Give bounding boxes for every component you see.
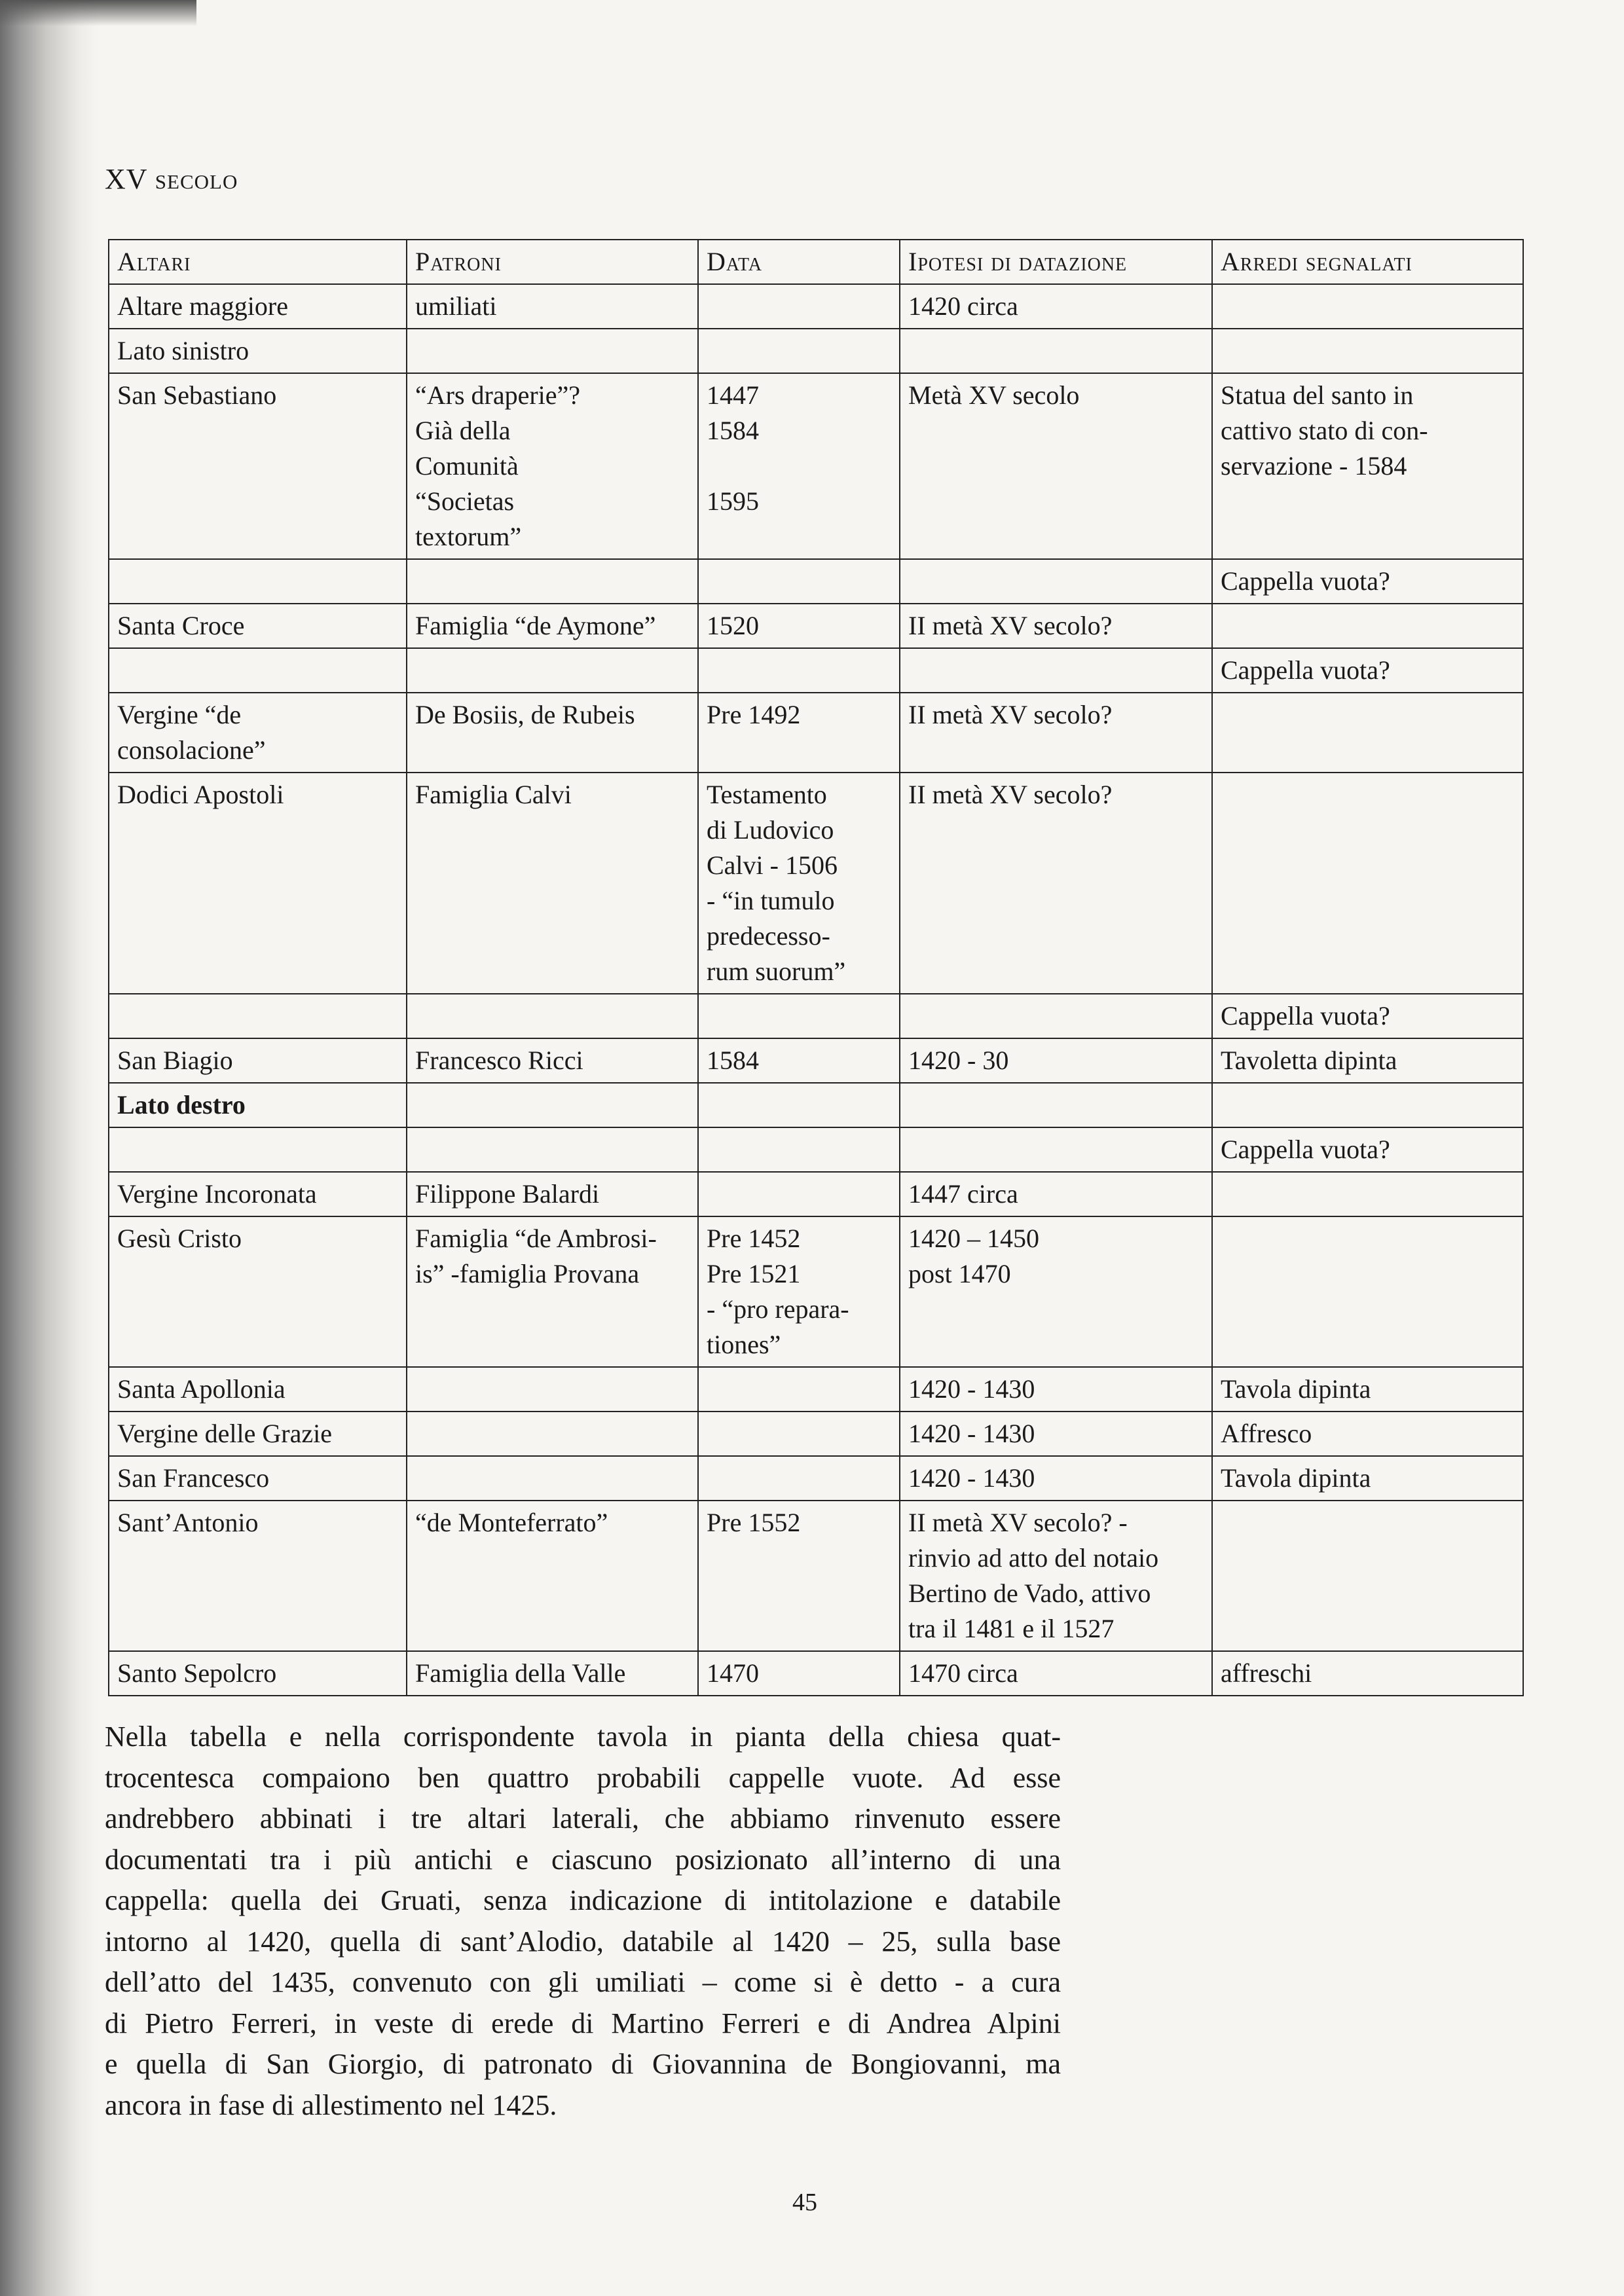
table-row [109, 1216, 1523, 1367]
cell-patroni: Francesco Ricci [407, 1038, 698, 1083]
cell-patroni: Filippone Balardi [407, 1172, 698, 1216]
cell-ipotesi: 1470 circa [900, 1651, 1212, 1696]
cell-data [698, 648, 900, 693]
cell-arredi: Tavola dipinta [1212, 1456, 1523, 1501]
cell-altare: Vergine Incoronata [109, 1172, 407, 1216]
cell-patroni [407, 1367, 698, 1412]
cell-ipotesi [900, 559, 1212, 604]
table-row [109, 1456, 1523, 1501]
cell-arredi [1212, 284, 1523, 329]
cell-patroni: Famiglia “de Aymone” [407, 604, 698, 648]
cell-arredi: Cappella vuota? [1212, 648, 1523, 693]
cell-altare: Santo Sepolcro [109, 1651, 407, 1696]
table-row [109, 284, 1523, 329]
cell-altare [109, 994, 407, 1038]
table-row [109, 559, 1523, 604]
cell-data: Pre 1492 [698, 693, 900, 773]
table-row [109, 994, 1523, 1038]
table-row [109, 1172, 1523, 1216]
cell-ipotesi: 1420 – 1450 post 1470 [900, 1216, 1212, 1367]
section-title-word: secolo [155, 163, 238, 195]
cell-arredi: Cappella vuota? [1212, 994, 1523, 1038]
cell-altare [109, 648, 407, 693]
cell-arredi [1212, 604, 1523, 648]
cell-ipotesi [900, 329, 1212, 373]
paragraph-line: Nella tabella e nella corrispondente tavola in pianta della chiesa quat- [105, 1721, 1061, 1753]
cell-patroni: umiliati [407, 284, 698, 329]
paragraph-line: intorno al 1420, quella di sant’Alodio, databile al 1420 – 25, sulla base [105, 1925, 1061, 1958]
book-spine-shadow [0, 0, 98, 2296]
cell-arredi [1212, 1216, 1523, 1367]
table-row [109, 329, 1523, 373]
table-row [109, 1651, 1523, 1696]
cell-ipotesi: II metà XV secolo? - rinvio ad atto del notaio Bertino de Vado, attivo tra il 1481 e il 1527 [900, 1501, 1212, 1651]
cell-arredi: Affresco [1212, 1412, 1523, 1456]
cell-data: 1520 [698, 604, 900, 648]
header-arredi: Arredi segnalati [1212, 240, 1523, 284]
cell-patroni [407, 559, 698, 604]
table-row [109, 648, 1523, 693]
paragraph-line: dell’atto del 1435, convenuto con gli umiliati – come si è detto - a cura [105, 1966, 1061, 1998]
cell-altare: Sant’Antonio [109, 1501, 407, 1651]
cell-altare [109, 1127, 407, 1172]
altars-table-header [109, 240, 1523, 284]
cell-ipotesi: II metà XV secolo? [900, 604, 1212, 648]
paragraph-line: e quella di San Giorgio, di patronato di Giovannina de Bongiovanni, ma [105, 2048, 1061, 2080]
cell-patroni: “de Monteferrato” [407, 1501, 698, 1651]
table-row [109, 1367, 1523, 1412]
cell-data [698, 1412, 900, 1456]
cell-altare: Altare maggiore [109, 284, 407, 329]
cell-altare: San Biagio [109, 1038, 407, 1083]
cell-data: Pre 1452 Pre 1521 - “pro repara- tiones” [698, 1216, 900, 1367]
cell-data [698, 559, 900, 604]
cell-data: 1470 [698, 1651, 900, 1696]
cell-arredi: Cappella vuota? [1212, 559, 1523, 604]
cell-patroni: Famiglia Calvi [407, 773, 698, 994]
cell-arredi [1212, 329, 1523, 373]
cell-arredi: Tavoletta dipinta [1212, 1038, 1523, 1083]
paragraph-line: ancora in fase di allestimento nel 1425. [105, 2088, 557, 2121]
cell-ipotesi: Metà XV secolo [900, 373, 1212, 559]
cell-arredi [1212, 1083, 1523, 1127]
cell-ipotesi: 1420 circa [900, 284, 1212, 329]
table-row [109, 693, 1523, 773]
altars-table-body [109, 284, 1523, 1696]
cell-data [698, 1172, 900, 1216]
table-row [109, 373, 1523, 559]
cell-patroni: Famiglia della Valle [407, 1651, 698, 1696]
section-title [105, 162, 238, 196]
page-number: 45 [792, 2189, 817, 2216]
cell-patroni [407, 1083, 698, 1127]
paragraph-line: documentati tra i più antichi e ciascuno posizionato all’interno di una [105, 1843, 1061, 1876]
cell-altare: Vergine “de consolacione” [109, 693, 407, 773]
cell-arredi: affreschi [1212, 1651, 1523, 1696]
page-corner-shadow [0, 0, 196, 26]
paragraph-line: andrebbero abbinati i tre altari laterali, che abbiamo rinvenuto essere [105, 1802, 1061, 1834]
cell-patroni [407, 648, 698, 693]
cell-altare: San Francesco [109, 1456, 407, 1501]
cell-arredi [1212, 773, 1523, 994]
cell-patroni [407, 1456, 698, 1501]
header-data: Data [698, 240, 900, 284]
cell-data [698, 994, 900, 1038]
cell-ipotesi: 1420 - 1430 [900, 1456, 1212, 1501]
table-row [109, 1412, 1523, 1456]
table-row [109, 604, 1523, 648]
header-patroni: Patroni [407, 240, 698, 284]
cell-altare: Santa Apollonia [109, 1367, 407, 1412]
cell-patroni [407, 1127, 698, 1172]
cell-altare: Gesù Cristo [109, 1216, 407, 1367]
cell-altare: Dodici Apostoli [109, 773, 407, 994]
cell-arredi [1212, 1501, 1523, 1651]
cell-arredi: Cappella vuota? [1212, 1127, 1523, 1172]
paragraph-line: trocentesca compaiono ben quattro probabili cappelle vuote. Ad esse [105, 1761, 1061, 1794]
cell-patroni: Famiglia “de Ambrosi- is” -famiglia Provana [407, 1216, 698, 1367]
table-row [109, 1038, 1523, 1083]
cell-ipotesi [900, 1083, 1212, 1127]
cell-ipotesi: 1420 - 1430 [900, 1367, 1212, 1412]
cell-data: Testamento di Ludovico Calvi - 1506 - “in tumulo predecesso- rum suorum” [698, 773, 900, 994]
cell-data [698, 284, 900, 329]
cell-data [698, 329, 900, 373]
cell-arredi: Statua del santo in cattivo stato di con- servazione - 1584 [1212, 373, 1523, 559]
table-row [109, 1083, 1523, 1127]
header-ipotesi: Ipotesi di datazione [900, 240, 1212, 284]
paragraph-line: cappella: quella dei Gruati, senza indicazione di intitolazione e databile [105, 1884, 1061, 1916]
cell-data: 1584 [698, 1038, 900, 1083]
cell-patroni: De Bosiis, de Rubeis [407, 693, 698, 773]
header-altari: Altari [109, 240, 407, 284]
cell-ipotesi: II metà XV secolo? [900, 693, 1212, 773]
cell-patroni: “Ars draperie”? Già della Comunità “Societas textorum” [407, 373, 698, 559]
cell-data: 1447 1584 1595 [698, 373, 900, 559]
cell-altare: San Sebastiano [109, 373, 407, 559]
cell-altare: Santa Croce [109, 604, 407, 648]
table-row [109, 773, 1523, 994]
cell-patroni [407, 994, 698, 1038]
cell-data [698, 1127, 900, 1172]
cell-ipotesi [900, 994, 1212, 1038]
cell-patroni [407, 329, 698, 373]
altars-table [108, 239, 1524, 1696]
cell-altare [109, 559, 407, 604]
header-row [109, 240, 1523, 284]
cell-arredi [1212, 693, 1523, 773]
cell-ipotesi [900, 1127, 1212, 1172]
cell-arredi [1212, 1172, 1523, 1216]
cell-data [698, 1367, 900, 1412]
cell-arredi: Tavola dipinta [1212, 1367, 1523, 1412]
cell-altare: Lato destro [109, 1083, 407, 1127]
cell-data: Pre 1552 [698, 1501, 900, 1651]
cell-ipotesi: 1447 circa [900, 1172, 1212, 1216]
body-paragraph [105, 1717, 1061, 2126]
cell-ipotesi [900, 648, 1212, 693]
cell-ipotesi: 1420 - 1430 [900, 1412, 1212, 1456]
table-row [109, 1127, 1523, 1172]
paragraph-line: di Pietro Ferreri, in veste di erede di Martino Ferreri e di Andrea Alpini [105, 2007, 1061, 2039]
cell-ipotesi: 1420 - 30 [900, 1038, 1212, 1083]
cell-data [698, 1456, 900, 1501]
cell-altare: Lato sinistro [109, 329, 407, 373]
cell-ipotesi: II metà XV secolo? [900, 773, 1212, 994]
table-row [109, 1501, 1523, 1651]
cell-data [698, 1083, 900, 1127]
cell-patroni [407, 1412, 698, 1456]
cell-altare: Vergine delle Grazie [109, 1412, 407, 1456]
section-title-prefix: XV [105, 163, 147, 195]
